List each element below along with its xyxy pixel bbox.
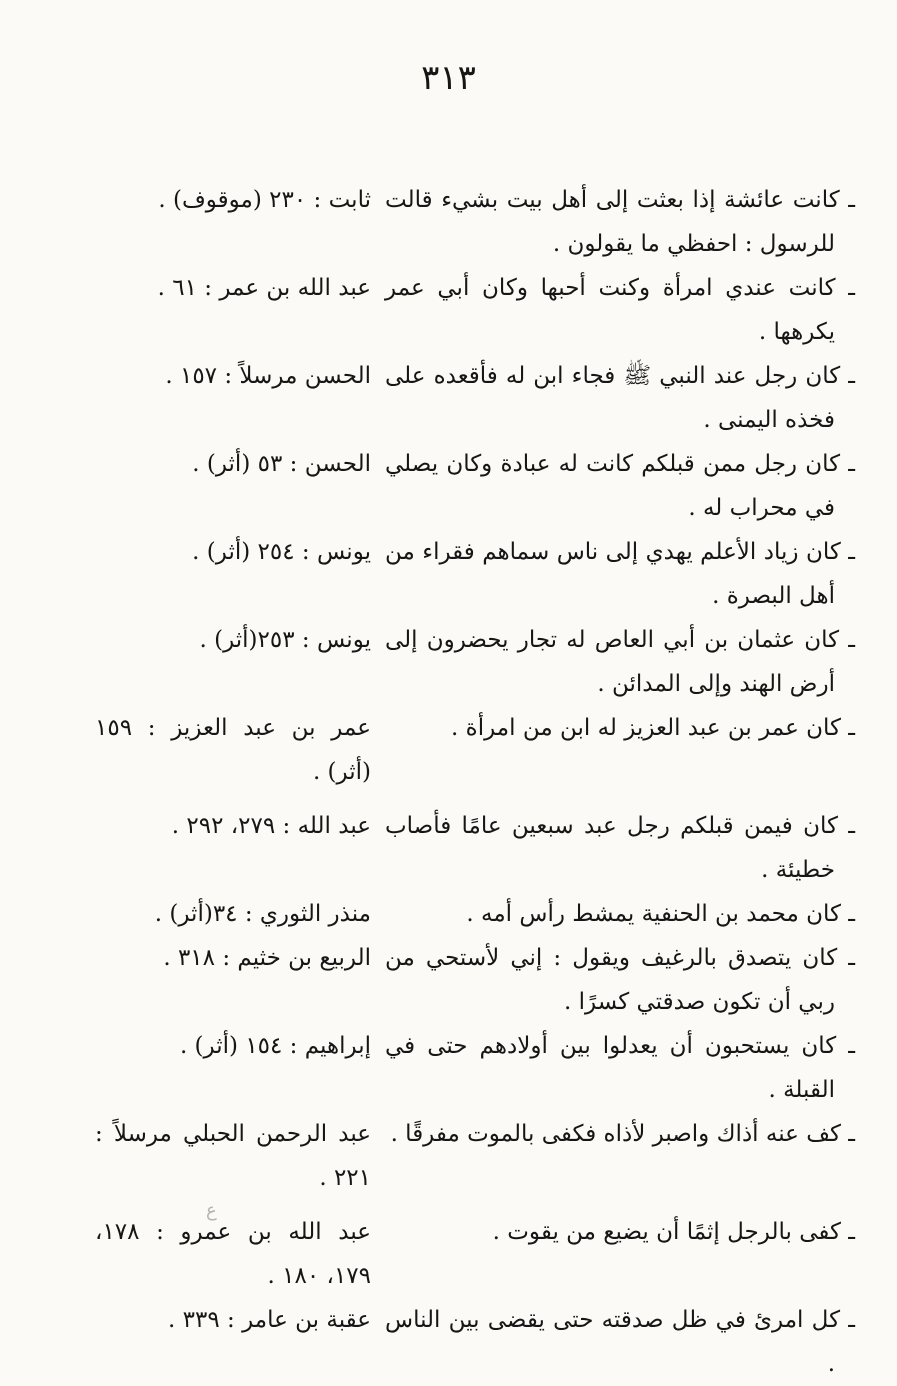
hadith-source: عبد الله بن عمر : ٦١ . (157, 275, 371, 301)
index-entry (95, 266, 855, 354)
index-entry (95, 936, 855, 1024)
index-entry (95, 1298, 855, 1386)
index-entry (95, 1024, 855, 1112)
index-entry (95, 892, 855, 936)
hadith-text: ـ كل امرئ في ظل صدقته حتى يقضى بين الناس . (385, 1307, 855, 1377)
hadith-source: الحسن مرسلاً : ١٥٧ . (165, 363, 371, 389)
index-entry (95, 530, 855, 618)
hadith-source: إبراهيم : ١٥٤ (أثر) . (179, 1033, 371, 1059)
hadith-text: ـ كان رجل ممن قبلكم كانت له عبادة وكان يصلي في محراب له . (385, 451, 855, 521)
hadith-source: عقبة بن عامر : ٣٣٩ . (168, 1307, 371, 1333)
hadith-text: ـ كان يستحبون أن يعدلوا بين أولادهم حتى في القبلة . (385, 1033, 855, 1103)
hadith-text: ـ كفى بالرجل إثمًا أن يضيع من يقوت . (492, 1219, 855, 1245)
paper-smudge: ع (206, 1200, 217, 1221)
index-entry (95, 1112, 855, 1200)
index-entry (95, 1210, 855, 1298)
hadith-source: عبد الرحمن الحبلي مرسلاً : ٢٢١ . (95, 1121, 371, 1191)
hadith-text: ـ كان عمر بن عبد العزيز له ابن من امرأة . (451, 715, 855, 741)
index-entry (95, 354, 855, 442)
page-number: ٣١٣ (421, 58, 476, 98)
hadith-text: ـ كان يتصدق بالرغيف ويقول : إني لأستحي من ربي أن تكون صدقتي كسرًا . (385, 945, 855, 1015)
index-entry (95, 178, 855, 266)
hadith-source: عبد الله : ٢٧٩، ٢٩٢ . (171, 813, 371, 839)
hadith-source: الربيع بن خثيم : ٣١٨ . (163, 945, 371, 971)
hadith-source: يونس : ٢٥٤ (أثر) . (192, 539, 371, 565)
hadith-source: عبد الله بن عمرو : ١٧٨، ١٧٩، ١٨٠ . (95, 1219, 371, 1289)
hadith-source: الحسن : ٥٣ (أثر) . (192, 451, 371, 477)
index-entry (95, 706, 855, 794)
hadith-source: منذر الثوري : ٣٤(أثر) . (154, 901, 371, 927)
index-entry (95, 618, 855, 706)
hadith-source: يونس : ٢٥٣(أثر) . (199, 627, 371, 653)
hadith-source: ثابت : ٢٣٠ (موقوف) . (158, 187, 371, 213)
hadith-text: ـ كانت عائشة إذا بعثت إلى أهل بيت بشيء قالت للرسول : احفظي ما يقولون . (385, 187, 855, 257)
hadith-text: ـ كان عثمان بن أبي العاص له تجار يحضرون إلى أرض الهند وإلى المدائن . (385, 627, 855, 697)
hadith-source: عمر بن عبد العزيز : ١٥٩ (أثر) . (95, 715, 371, 785)
index-entry (95, 442, 855, 530)
hadith-text: ـ كان رجل عند النبي ﷺ فجاء ابن له فأقعده على فخذه اليمنى . (385, 363, 855, 433)
hadith-text: ـ كف عنه أذاك واصبر لأذاه فكفى بالموت مفرقًا . (390, 1121, 855, 1147)
hadith-text: ـ كان فيمن قبلكم رجل عبد سبعين عامًا فأصاب خطيئة . (385, 813, 855, 883)
hadith-text: ـ كانت عندي امرأة وكنت أحبها وكان أبي عمر يكرهها . (385, 275, 855, 345)
index-entry (95, 804, 855, 892)
hadith-text: ـ كان محمد بن الحنفية يمشط رأس أمه . (466, 901, 855, 927)
hadith-text: ـ كان زياد الأعلم يهدي إلى ناس سماهم فقراء من أهل البصرة . (385, 539, 855, 609)
